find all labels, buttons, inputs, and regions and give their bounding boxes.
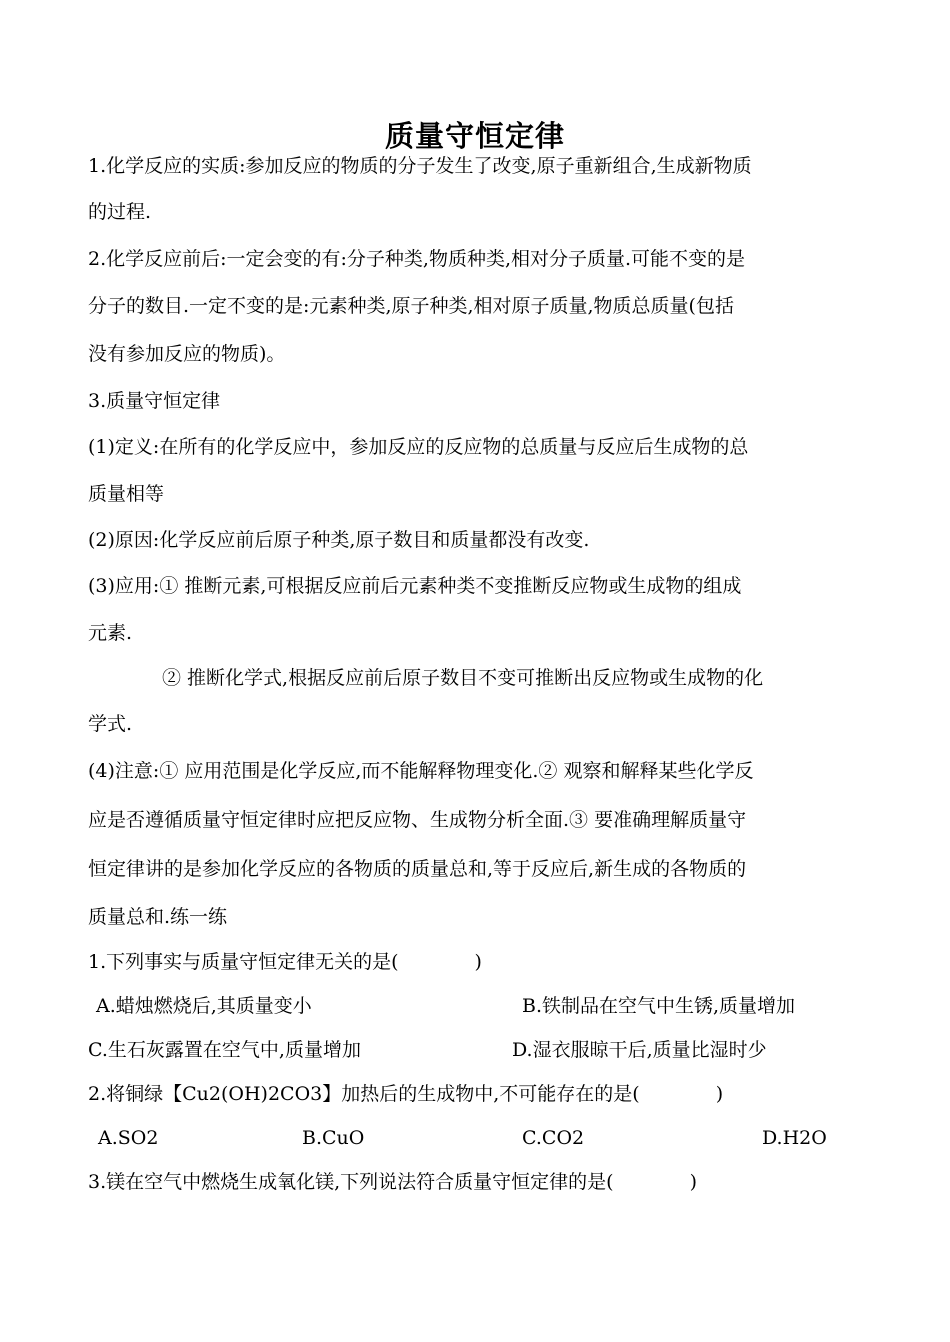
text-line: (1)定义:在所有的化学反应中，参加反应的反应物的总质量与反应后生成物的总 bbox=[88, 436, 749, 458]
text-line: (3)应用:① 推断元素,可根据反应前后元素种类不变推断反应物或生成物的组成 bbox=[88, 575, 742, 597]
text-line: 的过程. bbox=[88, 201, 152, 223]
text-line: 恒定律讲的是参加化学反应的各物质的质量总和,等于反应后,新生成的各物质的 bbox=[88, 858, 747, 880]
option-c: C.CO2 bbox=[522, 1127, 585, 1149]
text-line: 质量相等 bbox=[88, 483, 165, 505]
option-b: B.CuO bbox=[302, 1127, 365, 1149]
text-line: ② 推断化学式,根据反应前后原子数目不变可推断出反应物或生成物的化 bbox=[162, 667, 764, 689]
option-a: A.SO2 bbox=[98, 1127, 159, 1149]
option-d: D.湿衣服晾干后,质量比湿时少 bbox=[512, 1039, 767, 1061]
text-line: 分子的数目.一定不变的是:元素种类,原子种类,相对原子质量,物质总质量(包括 bbox=[88, 295, 734, 317]
text-line: 没有参加反应的物质)。 bbox=[88, 343, 286, 365]
question-stem: 2.将铜绿【Cu2(OH)2CO3】加热后的生成物中,不可能存在的是( ) bbox=[88, 1083, 724, 1105]
text-line: 元素. bbox=[88, 622, 133, 644]
option-a: A.蜡烛燃烧后,其质量变小 bbox=[96, 995, 312, 1017]
option-c: C.生石灰露置在空气中,质量增加 bbox=[88, 1039, 361, 1061]
option-d: D.H2O bbox=[762, 1127, 827, 1149]
question-stem: 3.镁在空气中燃烧生成氧化镁,下列说法符合质量守恒定律的是( ) bbox=[88, 1171, 697, 1193]
text-line: (4)注意:① 应用范围是化学反应,而不能解释物理变化.② 观察和解释某些化学反 bbox=[88, 760, 754, 782]
text-line: 2.化学反应前后:一定会变的有:分子种类,物质种类,相对分子质量.可能不变的是 bbox=[88, 248, 746, 270]
text-line: 1.化学反应的实质:参加反应的物质的分子发生了改变,原子重新组合,生成新物质 bbox=[88, 155, 752, 177]
text-line: 3.质量守恒定律 bbox=[88, 390, 221, 412]
text-line: 应是否遵循质量守恒定律时应把反应物、生成物分析全面.③ 要准确理解质量守 bbox=[88, 809, 747, 831]
text-line: 学式. bbox=[88, 713, 133, 735]
option-b: B.铁制品在空气中生锈,质量增加 bbox=[522, 995, 796, 1017]
text-line: 质量总和.练一练 bbox=[88, 906, 228, 928]
question-stem: 1.下列事实与质量守恒定律无关的是( ) bbox=[88, 951, 482, 973]
page-title: 质量守恒定律 bbox=[384, 119, 565, 153]
text-line: (2)原因:化学反应前后原子种类,原子数目和质量都没有改变. bbox=[88, 529, 590, 551]
